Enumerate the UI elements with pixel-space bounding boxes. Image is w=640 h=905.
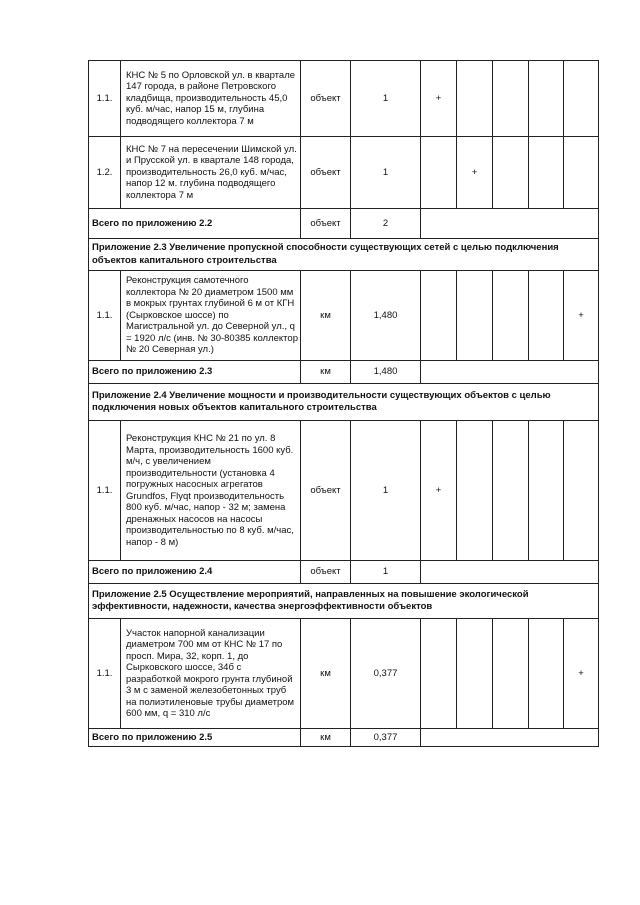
year-cell [457,271,493,361]
total-unit: км [301,729,351,747]
year-cell [493,61,529,137]
total-quantity: 0,377 [351,729,421,747]
total-row [89,209,599,239]
row-unit: км [301,271,351,361]
total-quantity: 1,480 [351,361,421,384]
year-cell [529,619,564,729]
row-quantity: 1,480 [351,271,421,361]
row-description: Реконструкция самотечного коллектора № 20 диаметром 1500 мм в мокрых грунтах глубиной 6 м от КГН (Сырковское шоссе) по Магистральной ул. до Северной ул., q = 1920 л/с (инв. № 30-80385 коллектор № 20 Северная ул.) [121,271,301,361]
table-row [89,619,599,729]
year-cell [564,421,599,561]
section-header-row [89,584,599,619]
year-cell [421,271,457,361]
total-label: Всего по приложению 2.4 [89,561,301,584]
year-cell [564,61,599,137]
section-title: Приложение 2.5 Осуществление мероприятий, направленных на повышение экологической эффективности, надежности, качества энергоэффективности объектов [89,584,599,619]
row-description: КНС № 7 на пересечении Шимской ул. и Прусской ул. в квартале 148 города, производительность 26,0 куб. м/час, напор 12 м. глубина подводящего коллектора 7 м [121,137,301,209]
year-cell [493,421,529,561]
year-mark: + [564,619,599,729]
total-row [89,729,599,747]
year-mark: + [421,421,457,561]
section-title: Приложение 2.4 Увеличение мощности и производительности существующих объектов с целью подключения новых объектов капитального строительства [89,384,599,421]
table-row [89,137,599,209]
row-description: Участок напорной канализации диаметром 700 мм от КНС № 17 по просп. Мира, 32, корп. 1, до Сырковского шоссе, 34б с разработкой мокрого грунта глубиной 3 м с заменой железобетонных труб на полиэтиленовые трубы диаметром 600 мм, q = 310 л/с [121,619,301,729]
row-number: 1.1. [89,61,121,137]
row-description: КНС № 5 по Орловской ул. в квартале 147 города, в районе Петровского кладбища, производительность 45,0 куб. м/час, напор 15 м, глубина подводящего коллектора 7 м [121,61,301,137]
total-unit: объект [301,209,351,239]
row-unit: объект [301,137,351,209]
row-quantity: 0,377 [351,619,421,729]
total-quantity: 2 [351,209,421,239]
year-cell [421,619,457,729]
empty-cell [421,561,599,584]
year-cell [564,137,599,209]
year-cell [529,421,564,561]
row-unit: объект [301,421,351,561]
section-header-row [89,239,599,271]
total-unit: объект [301,561,351,584]
row-quantity: 1 [351,137,421,209]
year-cell [457,61,493,137]
row-number: 1.1. [89,619,121,729]
total-label: Всего по приложению 2.3 [89,361,301,384]
total-label: Всего по приложению 2.2 [89,209,301,239]
total-row [89,561,599,584]
year-cell [421,137,457,209]
year-cell [529,271,564,361]
year-cell [529,137,564,209]
table-row [89,271,599,361]
year-cell [529,61,564,137]
year-cell [457,421,493,561]
year-cell [493,137,529,209]
row-unit: объект [301,61,351,137]
year-cell [493,271,529,361]
empty-cell [421,729,599,747]
total-quantity: 1 [351,561,421,584]
table-row [89,421,599,561]
section-header-row [89,384,599,421]
table-row [89,61,599,137]
investment-program-table [88,60,599,747]
empty-cell [421,209,599,239]
total-unit: км [301,361,351,384]
total-row [89,361,599,384]
total-label: Всего по приложению 2.5 [89,729,301,747]
row-quantity: 1 [351,61,421,137]
row-quantity: 1 [351,421,421,561]
year-cell [493,619,529,729]
row-unit: км [301,619,351,729]
row-number: 1.2. [89,137,121,209]
year-mark: + [421,61,457,137]
empty-cell [421,361,599,384]
section-title: Приложение 2.3 Увеличение пропускной способности существующих сетей с целью подключения объектов капитального строительства [89,239,599,271]
row-number: 1.1. [89,421,121,561]
year-cell [457,619,493,729]
row-number: 1.1. [89,271,121,361]
year-mark: + [564,271,599,361]
year-mark: + [457,137,493,209]
row-description: Реконструкция КНС № 21 по ул. 8 Марта, производительность 1600 куб. м/ч, с увеличением производительности (установка 4 погружных насосных агрегатов Grundfos, Flyqt производительность 800 куб. м/час, напор - 32 м; замена дренажных насосов на насосы производительностью по 8 куб. м/час, напор - 8 м) [121,421,301,561]
